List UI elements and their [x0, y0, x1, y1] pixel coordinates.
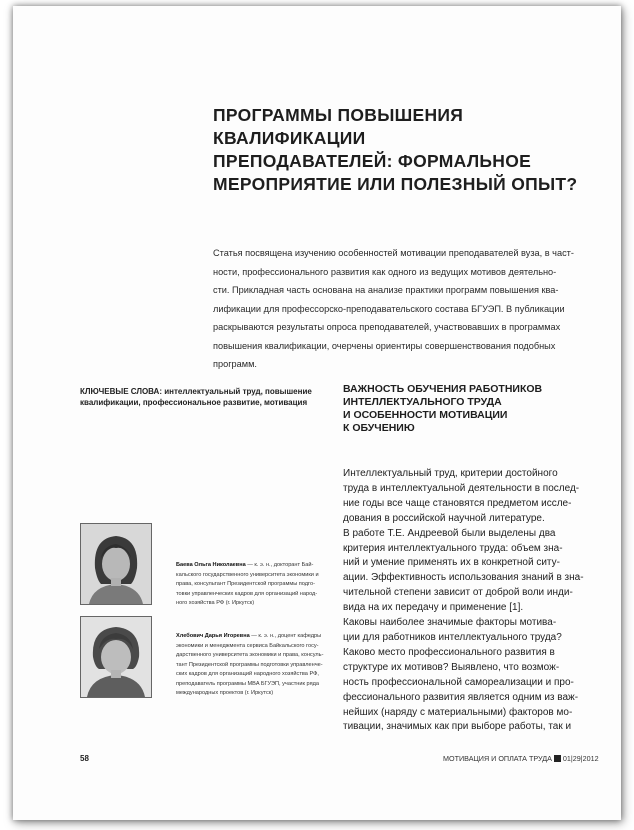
article-abstract — [213, 244, 585, 374]
section-heading — [343, 383, 593, 435]
square-icon — [554, 755, 561, 762]
author-baeva-bio — [176, 561, 336, 609]
keywords-line: квалификации, профессиональное развитие, мотивация — [80, 398, 308, 407]
author-bio-line: экономики и менеджмента сервиса Байкальского госу- — [176, 642, 319, 649]
abstract-line: раскрываются результаты опроса преподавателей, участвовавших в программах — [213, 322, 561, 332]
section-heading-line: ВАЖНОСТЬ ОБУЧЕНИЯ РАБОТНИКОВ — [343, 383, 543, 395]
abstract-line: программ. — [213, 359, 257, 369]
abstract-line: Статья посвящена изучению особенностей мотивации преподавателей вуза, в част- — [213, 248, 574, 258]
body-line: Каково место профессионального развития в — [343, 646, 555, 658]
author-bio-line: — к. э. н., доцент кафедры — [249, 633, 322, 639]
journal-name: МОТИВАЦИЯ И ОПЛАТА ТРУДА — [443, 754, 552, 763]
body-line: ний и умение применять их в конкретной ситу- — [343, 557, 560, 569]
body-line: труда в интеллектуальной деятельности в послед- — [343, 482, 580, 494]
author-bio-line: ного хозяйства РФ (г. Иркутск) — [176, 600, 255, 606]
section-heading-line: К ОБУЧЕНИЮ — [343, 422, 415, 434]
body-line: нейших (наряду с материальными) факторов мо- — [343, 706, 573, 718]
abstract-line: ности, профессионального развития как одного из ведущих мотивов деятельно- — [213, 266, 557, 277]
author-bio-line: права, консультант Президентской программы подго- — [176, 581, 315, 587]
abstract-line: сти. Прикладная часть основана на анализе практики программ повышения ква- — [213, 285, 559, 295]
author-khlebovich-bio — [176, 632, 336, 699]
author-photo-baeva — [80, 523, 152, 605]
abstract-line: повышения квалификации, очерчены ориентиры совершенствования подобных — [213, 340, 556, 351]
abstract-line: лификации для профессорско-преподавательского состава БГУЭП. В публикации — [213, 303, 565, 314]
article-title — [213, 104, 613, 196]
body-line: ции для работников интеллектуального труда? — [343, 631, 562, 643]
journal-footer — [443, 754, 599, 763]
title-line: ПРЕПОДАВАТЕЛЕЙ: ФОРМАЛЬНОЕ — [213, 151, 532, 171]
body-line: дования в российской научной литературе. — [343, 512, 545, 524]
keywords-line: КЛЮЧЕВЫЕ СЛОВА: интеллектуальный труд, повышение — [80, 387, 312, 396]
body-line: ние годы все чаще становятся предметом иссле- — [343, 497, 572, 509]
title-line: ПРОГРАММЫ ПОВЫШЕНИЯ КВАЛИФИКАЦИИ — [213, 105, 464, 148]
author-bio-line: международных проектов (г. Иркутск) — [176, 690, 274, 696]
author-photo-khlebovich — [80, 616, 152, 698]
journal-issue: 01|29|2012 — [562, 754, 599, 763]
author-bio-line: — к. э. н., докторант Бай- — [245, 562, 314, 568]
body-line: Каковы наиболее значимые факторы мотива- — [343, 617, 557, 629]
body-line: структуре их мотивов? Выявлено, что возмож- — [343, 661, 560, 673]
author-bio-line: тант Президентской программы подготовки управленче- — [176, 661, 323, 668]
body-line: тивации, значимых как при выборе работы, так и — [343, 721, 572, 733]
body-line: ации. Эффективность использования знаний в зна- — [343, 572, 584, 584]
body-line: чительной степени зависит от доброй воли инди- — [343, 587, 573, 599]
keywords-block — [80, 386, 340, 408]
section-heading-line: И ОСОБЕННОСТИ МОТИВАЦИИ — [343, 409, 508, 421]
body-line: Интеллектуальный труд, критерии достойного — [343, 468, 558, 479]
author-bio-line: дарственного университета экономики и права, консуль- — [176, 652, 324, 658]
title-line: МЕРОПРИЯТИЕ ИЛИ ПОЛЕЗНЫЙ ОПЫТ? — [213, 174, 578, 194]
body-line: критерия интеллектуального труда: объем зна- — [343, 542, 563, 554]
article-body — [343, 467, 598, 735]
page-number: 58 — [80, 754, 89, 763]
author-bio-line: товки управленческих кадров для организаций народ- — [176, 590, 318, 597]
author-name: Хлебович Дарья Игоревна — [176, 633, 250, 639]
author-bio-line: кальского государственного университета экономики и — [176, 571, 319, 578]
author-bio-line: ских кадров для организаций народного хозяйства РФ, — [176, 671, 319, 677]
magazine-page — [13, 6, 621, 820]
body-line: вида на их передачу и применение [1]. — [343, 602, 524, 614]
section-heading-line: ИНТЕЛЛЕКТУАЛЬНОГО ТРУДА — [343, 396, 502, 408]
author-bio-line: преподаватель программы MBA БГУЭП, участник ряда — [176, 680, 319, 687]
body-line: В работе Т.Е. Андреевой были выделены два — [343, 527, 556, 539]
author-name: Баева Ольга Николаевна — [176, 562, 246, 568]
body-line: ность профессиональной самореализации и про- — [343, 676, 574, 688]
body-line: фессионального развития является одним из важ- — [343, 691, 579, 703]
